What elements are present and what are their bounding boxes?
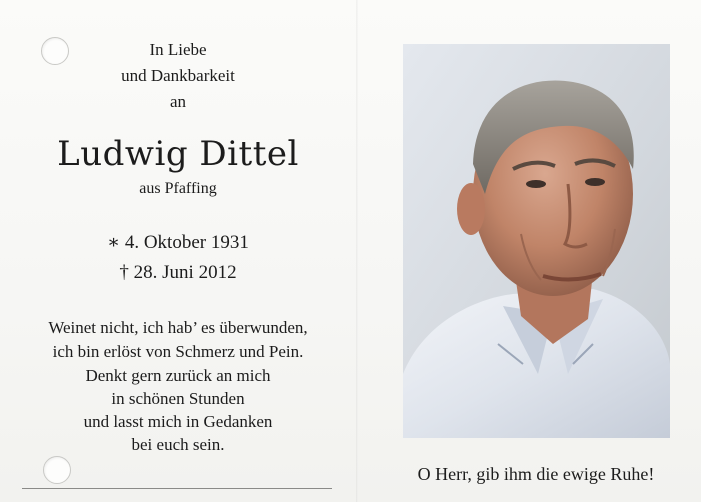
- card-fold: [356, 0, 358, 502]
- verse-line-2: ich bin erlöst von Schmerz und Pein.: [52, 342, 304, 361]
- death-cross-icon: †: [119, 262, 129, 283]
- intro-line-3: an: [169, 92, 187, 111]
- birth-date: 4. Oktober 1931: [124, 232, 249, 253]
- prayer-caption: O Herr, gib ihm die ewige Ruhe!: [417, 464, 655, 484]
- death-date-line: [0, 262, 356, 284]
- deceased-name: Ludwig Dittel: [57, 134, 299, 174]
- verse-line-4: in schönen Stunden: [111, 389, 245, 408]
- verse-line-5: und lasst mich in Gedanken: [83, 412, 273, 431]
- verse-line-1: Weinet nicht, ich hab’ es überwunden,: [48, 318, 308, 337]
- intro-line-2: und Dankbarkeit: [121, 66, 235, 85]
- birth-star-icon: ∗: [107, 232, 121, 253]
- deceased-origin: aus Pfaffing: [139, 180, 217, 197]
- birth-date-line: [0, 231, 356, 254]
- portrait-photo: [403, 44, 670, 438]
- portrait-illustration: [403, 44, 670, 438]
- death-date: 28. Juni 2012: [133, 262, 237, 283]
- verse-line-3: Denkt gern zurück an mich: [85, 366, 271, 385]
- bottom-rule: [22, 488, 332, 489]
- intro-line-1: In Liebe: [149, 40, 207, 59]
- verse-line-6: bei euch sein.: [131, 435, 225, 454]
